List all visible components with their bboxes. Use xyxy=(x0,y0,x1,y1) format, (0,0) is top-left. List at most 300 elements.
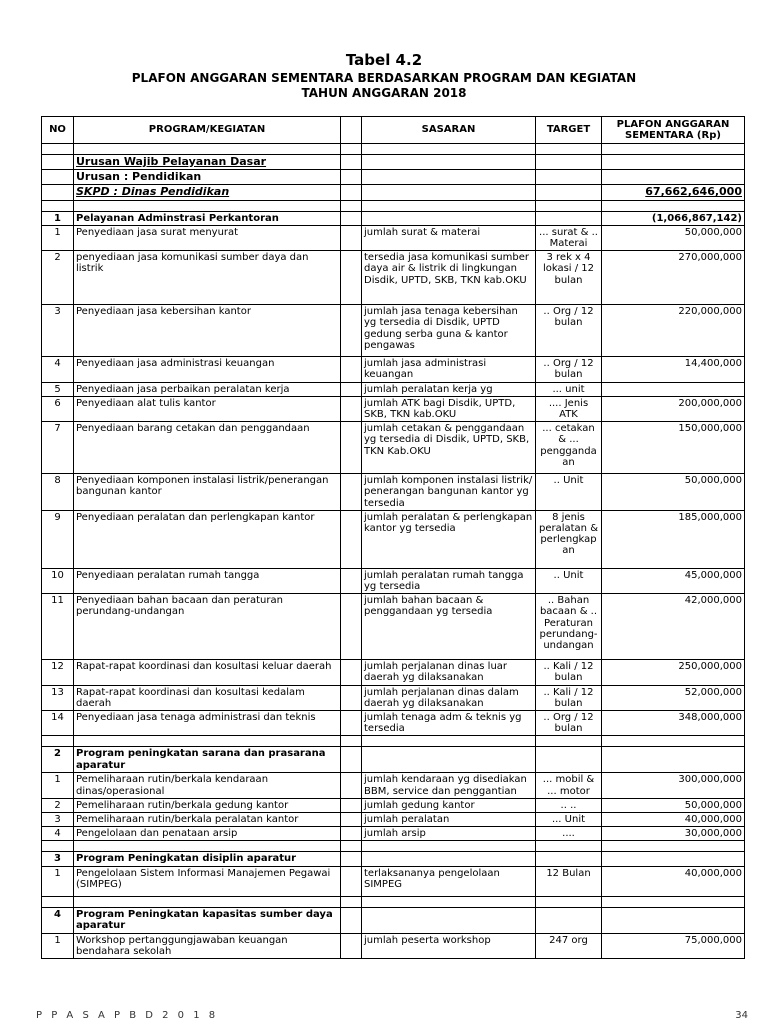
cell-target xyxy=(536,736,602,747)
cell-plafon xyxy=(602,798,745,812)
cell-plafon xyxy=(602,852,745,866)
cell-target xyxy=(536,711,602,736)
cell-program xyxy=(74,736,341,747)
col-header-sasaran: SASARAN xyxy=(362,117,536,144)
cell-plafon-text: 200,000,000 xyxy=(678,397,742,409)
cell-target xyxy=(536,211,602,225)
cell-program-text: Pengelolaan Sistem Informasi Manajemen Pegawai (SIMPEG) xyxy=(76,867,331,890)
cell-no xyxy=(42,396,74,421)
cell-target xyxy=(536,251,602,305)
cell-sasaran xyxy=(362,813,536,827)
cell-program xyxy=(74,382,341,396)
cell-program-text: Penyediaan komponen instalasi listrik/penerangan bangunan kantor xyxy=(76,475,329,498)
cell-sasaran-text: jumlah peralatan rumah tangga yg tersedia xyxy=(364,569,524,593)
cell-plafon xyxy=(602,907,745,933)
cell-no xyxy=(42,660,74,685)
table-row xyxy=(42,827,745,841)
cell-no xyxy=(42,510,74,568)
table-row xyxy=(42,357,745,382)
cell-sasaran-text: tersedia jasa komunikasi sumber daya air & listrik di lingkungan Disdik, UPTD, SKB, TKN kab.OKU xyxy=(364,252,529,286)
cell-target xyxy=(536,396,602,421)
cell-program-text: Penyediaan peralatan dan perlengkapan kantor xyxy=(76,511,315,523)
cell-plafon-text: 185,000,000 xyxy=(678,511,742,523)
cell-target-text: ... unit xyxy=(552,383,585,395)
table-row xyxy=(42,798,745,812)
cell-program-text: Penyediaan peralatan rumah tangga xyxy=(76,569,260,581)
cell-no-text: 2 xyxy=(54,252,61,264)
cell-sasaran-text: jumlah peralatan xyxy=(364,814,450,826)
cell-plafon xyxy=(602,841,745,852)
cell-plafon xyxy=(602,568,745,593)
cell-spacer xyxy=(341,896,362,907)
cell-no-text: 7 xyxy=(54,423,61,435)
cell-plafon xyxy=(602,144,745,155)
cell-plafon xyxy=(602,747,745,773)
cell-spacer xyxy=(341,747,362,773)
cell-target-text: ... Unit xyxy=(551,814,586,826)
cell-no xyxy=(42,568,74,593)
cell-no-text: 3 xyxy=(54,306,61,318)
cell-target-text: .. .. xyxy=(560,799,577,811)
cell-no-text: 4 xyxy=(54,828,61,840)
cell-plafon-text: 40,000,000 xyxy=(684,867,742,879)
cell-sasaran-text: jumlah tenaga adm & teknis yg tersedia xyxy=(364,712,522,735)
cell-no xyxy=(42,841,74,852)
cell-plafon-text: 150,000,000 xyxy=(678,423,742,435)
cell-program-text: Program peningkatan sarana dan prasarana aparatur xyxy=(76,748,326,771)
cell-program xyxy=(74,907,341,933)
cell-program xyxy=(74,251,341,305)
table-row xyxy=(42,660,745,685)
cell-plafon xyxy=(602,773,745,798)
cell-program-text: Pemeliharaan rutin/berkala kendaraan dinas/operasional xyxy=(76,774,269,797)
cell-no xyxy=(42,813,74,827)
cell-target-text: .. Unit xyxy=(553,569,584,581)
cell-target-text: .. Kali / 12 bulan xyxy=(543,686,594,709)
cell-spacer xyxy=(341,144,362,155)
cell-spacer xyxy=(341,474,362,511)
cell-sasaran xyxy=(362,736,536,747)
cell-no xyxy=(42,866,74,896)
cell-no xyxy=(42,594,74,660)
cell-program-text: Penyediaan alat tulis kantor xyxy=(76,397,216,409)
cell-target-text: ... cetakan & ... pengganda an xyxy=(540,423,597,468)
cell-sasaran-text: jumlah kendaraan yg disediakan BBM, service dan penggantian xyxy=(364,774,527,797)
cell-spacer xyxy=(341,736,362,747)
cell-target xyxy=(536,422,602,474)
cell-program xyxy=(74,660,341,685)
cell-sasaran xyxy=(362,357,536,382)
cell-sasaran xyxy=(362,305,536,357)
cell-sasaran xyxy=(362,711,536,736)
cell-plafon-text: 40,000,000 xyxy=(684,814,742,826)
cell-target xyxy=(536,305,602,357)
cell-sasaran xyxy=(362,773,536,798)
cell-no-text: 3 xyxy=(54,814,61,826)
table-row xyxy=(42,773,745,798)
table-title: PLAFON ANGGARAN SEMENTARA BERDASARKAN PROGRAM DAN KEGIATAN xyxy=(131,71,637,85)
cell-plafon xyxy=(602,422,745,474)
cell-plafon xyxy=(602,510,745,568)
cell-program-text: Pengelolaan dan penataan arsip xyxy=(76,828,238,840)
cell-spacer xyxy=(341,211,362,225)
cell-plafon-text: 50,000,000 xyxy=(684,799,742,811)
cell-program xyxy=(74,225,341,250)
cell-program xyxy=(74,852,341,866)
cell-target xyxy=(536,144,602,155)
cell-sasaran xyxy=(362,798,536,812)
cell-sasaran-text: jumlah gedung kantor xyxy=(364,799,475,811)
table-row xyxy=(42,510,745,568)
cell-spacer xyxy=(341,827,362,841)
cell-program xyxy=(74,200,341,211)
cell-plafon xyxy=(602,225,745,250)
cell-spacer xyxy=(341,185,362,200)
cell-plafon xyxy=(602,594,745,660)
cell-no xyxy=(42,907,74,933)
cell-plafon xyxy=(602,357,745,382)
cell-spacer xyxy=(341,660,362,685)
cell-sasaran xyxy=(362,594,536,660)
cell-no-text: 1 xyxy=(54,212,61,224)
cell-spacer xyxy=(341,866,362,896)
table-row-blank xyxy=(42,200,745,211)
cell-target xyxy=(536,907,602,933)
cell-target-text: 247 org xyxy=(549,934,588,946)
cell-no xyxy=(42,933,74,958)
cell-no-text: 12 xyxy=(51,661,64,673)
table-row-blank xyxy=(42,841,745,852)
cell-no-text: 8 xyxy=(54,475,61,487)
cell-no xyxy=(42,225,74,250)
cell-no xyxy=(42,896,74,907)
cell-no xyxy=(42,357,74,382)
cell-no xyxy=(42,211,74,225)
table-row xyxy=(42,396,745,421)
cell-program-text: Program Peningkatan disiplin aparatur xyxy=(76,853,297,865)
cell-target xyxy=(536,747,602,773)
col-header-spacer xyxy=(341,117,362,144)
cell-target xyxy=(536,568,602,593)
table-row xyxy=(42,382,745,396)
cell-plafon xyxy=(602,866,745,896)
cell-target xyxy=(536,773,602,798)
cell-program-text: Urusan : Pendidikan xyxy=(76,170,202,184)
cell-target-text: .. Org / 12 bulan xyxy=(543,306,594,329)
cell-program xyxy=(74,474,341,511)
cell-plafon-text: 14,400,000 xyxy=(684,358,742,370)
cell-program-text: Penyediaan jasa surat menyurat xyxy=(76,226,239,238)
cell-spacer xyxy=(341,841,362,852)
col-header-program: PROGRAM/KEGIATAN xyxy=(74,117,341,144)
table-row xyxy=(42,568,745,593)
cell-sasaran xyxy=(362,827,536,841)
cell-no-text: 14 xyxy=(51,712,64,724)
cell-program-text: Pemeliharaan rutin/berkala gedung kantor xyxy=(76,799,289,811)
cell-program-text: Rapat-rapat koordinasi dan kosultasi keluar daerah xyxy=(76,661,332,673)
cell-target xyxy=(536,841,602,852)
cell-no xyxy=(42,747,74,773)
cell-plafon xyxy=(602,200,745,211)
cell-plafon xyxy=(602,474,745,511)
cell-target xyxy=(536,510,602,568)
cell-program-text: Pemeliharaan rutin/berkala peralatan kantor xyxy=(76,814,299,826)
cell-no-text: 1 xyxy=(54,934,61,946)
cell-sasaran xyxy=(362,933,536,958)
cell-target-text: .. Bahan bacaan & .. Peraturan perundang-undangan xyxy=(539,595,598,652)
cell-sasaran xyxy=(362,852,536,866)
cell-sasaran xyxy=(362,510,536,568)
cell-no xyxy=(42,200,74,211)
cell-sasaran xyxy=(362,200,536,211)
cell-program xyxy=(74,798,341,812)
cell-program-text: Pelayanan Adminstrasi Perkantoran xyxy=(76,212,279,224)
cell-program xyxy=(74,594,341,660)
table-number: Tabel 4.2 xyxy=(345,51,423,69)
cell-program-text: Penyediaan bahan bacaan dan peraturan perundang-undangan xyxy=(76,595,283,618)
cell-target xyxy=(536,155,602,170)
cell-plafon-text: 52,000,000 xyxy=(684,686,742,698)
cell-target xyxy=(536,866,602,896)
cell-program xyxy=(74,510,341,568)
cell-plafon xyxy=(602,396,745,421)
footer-left: P P A S A P B D 2 0 1 8 xyxy=(36,1010,219,1021)
cell-plafon xyxy=(602,155,745,170)
cell-spacer xyxy=(341,396,362,421)
cell-sasaran-text: jumlah perjalanan dinas luar daerah yg dilaksanakan xyxy=(364,661,508,684)
cell-no xyxy=(42,382,74,396)
cell-target-text: 8 jenis peralatan & perlengkap an xyxy=(538,511,598,557)
cell-target xyxy=(536,185,602,200)
cell-sasaran xyxy=(362,211,536,225)
cell-target-text: .. Unit xyxy=(553,475,584,487)
cell-no xyxy=(42,711,74,736)
cell-program xyxy=(74,422,341,474)
cell-no xyxy=(42,251,74,305)
cell-program xyxy=(74,866,341,896)
cell-target-text: ... mobil & ... motor xyxy=(542,774,595,797)
cell-program-text: Penyediaan jasa administrasi keuangan xyxy=(76,358,275,370)
cell-no xyxy=(42,474,74,511)
cell-sasaran-text: jumlah cetakan & penggandaan yg tersedia di Disdik, UPTD, SKB, TKN Kab.OKU xyxy=(364,423,530,457)
cell-plafon xyxy=(602,813,745,827)
cell-spacer xyxy=(341,305,362,357)
cell-sasaran xyxy=(362,225,536,250)
table-row xyxy=(42,685,745,710)
cell-sasaran-text: jumlah perjalanan dinas dalam daerah yg dilaksanakan xyxy=(364,686,519,709)
cell-target-text: ... surat & .. Materai xyxy=(539,226,598,250)
cell-target-text: .... Jenis ATK xyxy=(548,397,589,421)
cell-sasaran xyxy=(362,568,536,593)
cell-sasaran-text: jumlah peralatan kerja yg xyxy=(364,383,493,395)
cell-plafon-text: 270,000,000 xyxy=(678,252,742,264)
cell-no-text: 4 xyxy=(54,908,61,920)
table-row-blank xyxy=(42,896,745,907)
cell-no xyxy=(42,170,74,185)
cell-program-text: Penyediaan jasa tenaga administrasi dan teknis xyxy=(76,712,316,724)
cell-spacer xyxy=(341,798,362,812)
table-row xyxy=(42,251,745,305)
cell-no xyxy=(42,773,74,798)
cell-target xyxy=(536,896,602,907)
table-row xyxy=(42,422,745,474)
cell-no-text: 9 xyxy=(54,511,61,523)
cell-plafon-text: 42,000,000 xyxy=(684,595,742,607)
cell-program xyxy=(74,773,341,798)
cell-sasaran-text: jumlah ATK bagi Disdik, UPTD, SKB, TKN kab.OKU xyxy=(364,397,516,421)
cell-program xyxy=(74,827,341,841)
cell-program-text: Penyediaan barang cetakan dan penggandaan xyxy=(76,423,310,435)
table-row xyxy=(42,225,745,250)
cell-program-text: Penyediaan jasa perbaikan peralatan kerja xyxy=(76,383,290,395)
cell-spacer xyxy=(341,357,362,382)
cell-target xyxy=(536,852,602,866)
cell-sasaran xyxy=(362,685,536,710)
cell-plafon xyxy=(602,211,745,225)
cell-program xyxy=(74,170,341,185)
cell-target-text: 12 Bulan xyxy=(546,867,591,879)
cell-plafon xyxy=(602,711,745,736)
cell-target-text: .... xyxy=(562,828,575,840)
table-row-urusan2 xyxy=(42,170,745,185)
cell-target xyxy=(536,933,602,958)
table-row xyxy=(42,711,745,736)
cell-spacer xyxy=(341,813,362,827)
cell-no-text: 5 xyxy=(54,383,61,395)
cell-sasaran-text: jumlah komponen instalasi listrik/ penerangan bangunan kantor yg tersedia xyxy=(364,475,533,509)
table-row xyxy=(42,594,745,660)
cell-spacer xyxy=(341,773,362,798)
cell-program xyxy=(74,155,341,170)
cell-spacer xyxy=(341,711,362,736)
col-header-target: TARGET xyxy=(536,117,602,144)
table-row-program xyxy=(42,907,745,933)
cell-sasaran xyxy=(362,660,536,685)
cell-sasaran xyxy=(362,185,536,200)
cell-no-text: 13 xyxy=(51,686,64,698)
cell-no-text: 6 xyxy=(54,397,61,409)
cell-spacer xyxy=(341,907,362,933)
cell-target xyxy=(536,382,602,396)
cell-target xyxy=(536,813,602,827)
cell-program xyxy=(74,685,341,710)
cell-sasaran-text: jumlah peralatan & perlengkapan kantor yg tersedia xyxy=(364,511,533,535)
cell-program xyxy=(74,813,341,827)
col-header-no: NO xyxy=(42,117,74,144)
cell-no xyxy=(42,144,74,155)
cell-no xyxy=(42,827,74,841)
cell-sasaran-text: jumlah jasa administrasi keuangan xyxy=(364,358,487,381)
cell-no xyxy=(42,305,74,357)
cell-sasaran-text: jumlah surat & materai xyxy=(364,226,481,238)
cell-target xyxy=(536,798,602,812)
cell-spacer xyxy=(341,251,362,305)
table-row-program xyxy=(42,747,745,773)
cell-sasaran xyxy=(362,382,536,396)
cell-program-text: Rapat-rapat koordinasi dan kosultasi kedalam daerah xyxy=(76,686,305,709)
cell-program xyxy=(74,305,341,357)
cell-sasaran xyxy=(362,747,536,773)
cell-spacer xyxy=(341,422,362,474)
cell-plafon xyxy=(602,305,745,357)
cell-plafon xyxy=(602,382,745,396)
cell-target-text: .. Org / 12 bulan xyxy=(543,712,594,735)
cell-plafon-text: 45,000,000 xyxy=(684,569,742,581)
budget-table xyxy=(41,116,745,959)
cell-sasaran xyxy=(362,474,536,511)
cell-plafon-text: (1,066,867,142) xyxy=(651,212,742,224)
cell-no-text: 1 xyxy=(54,867,61,879)
cell-no-text: 1 xyxy=(54,774,61,786)
cell-plafon xyxy=(602,185,745,200)
cell-plafon xyxy=(602,170,745,185)
cell-sasaran-text: jumlah arsip xyxy=(364,828,426,840)
cell-no xyxy=(42,685,74,710)
cell-target xyxy=(536,170,602,185)
cell-target xyxy=(536,200,602,211)
cell-program xyxy=(74,568,341,593)
cell-spacer xyxy=(341,594,362,660)
cell-no-text: 2 xyxy=(54,748,61,760)
cell-program-text: Penyediaan jasa kebersihan kantor xyxy=(76,306,251,318)
cell-program xyxy=(74,211,341,225)
cell-plafon-text: 50,000,000 xyxy=(684,475,742,487)
cell-no-text: 2 xyxy=(54,799,61,811)
cell-no-text: 11 xyxy=(51,595,64,607)
cell-plafon-text: 30,000,000 xyxy=(684,828,742,840)
cell-target xyxy=(536,827,602,841)
cell-no xyxy=(42,852,74,866)
cell-spacer xyxy=(341,200,362,211)
cell-program xyxy=(74,185,341,200)
cell-program-text: SKPD : Dinas Pendidikan xyxy=(76,185,230,199)
cell-target-text: 3 rek x 4 lokasi / 12 bulan xyxy=(542,252,595,286)
cell-program xyxy=(74,396,341,421)
cell-no-text: 3 xyxy=(54,853,61,865)
cell-program xyxy=(74,841,341,852)
cell-spacer xyxy=(341,852,362,866)
cell-no xyxy=(42,185,74,200)
cell-target-text: .. Org / 12 bulan xyxy=(543,358,594,381)
cell-program xyxy=(74,144,341,155)
table-row xyxy=(42,813,745,827)
cell-no-text: 10 xyxy=(51,569,64,581)
cell-sasaran xyxy=(362,896,536,907)
cell-target-text: .. Kali / 12 bulan xyxy=(543,661,594,684)
cell-plafon xyxy=(602,933,745,958)
cell-plafon-text: 50,000,000 xyxy=(684,226,742,238)
page-number: 34 xyxy=(735,1010,748,1021)
cell-sasaran xyxy=(362,907,536,933)
cell-target xyxy=(536,594,602,660)
cell-program xyxy=(74,711,341,736)
cell-target xyxy=(536,660,602,685)
cell-plafon-text: 348,000,000 xyxy=(678,712,742,724)
cell-plafon xyxy=(602,251,745,305)
cell-sasaran xyxy=(362,144,536,155)
cell-plafon-text: 75,000,000 xyxy=(684,934,742,946)
table-header-row xyxy=(42,117,745,144)
table-row-blank xyxy=(42,736,745,747)
table-row-program xyxy=(42,852,745,866)
cell-sasaran xyxy=(362,866,536,896)
cell-plafon xyxy=(602,827,745,841)
table-row-program xyxy=(42,211,745,225)
cell-spacer xyxy=(341,382,362,396)
cell-program xyxy=(74,357,341,382)
table-body xyxy=(42,144,745,959)
table-row xyxy=(42,866,745,896)
